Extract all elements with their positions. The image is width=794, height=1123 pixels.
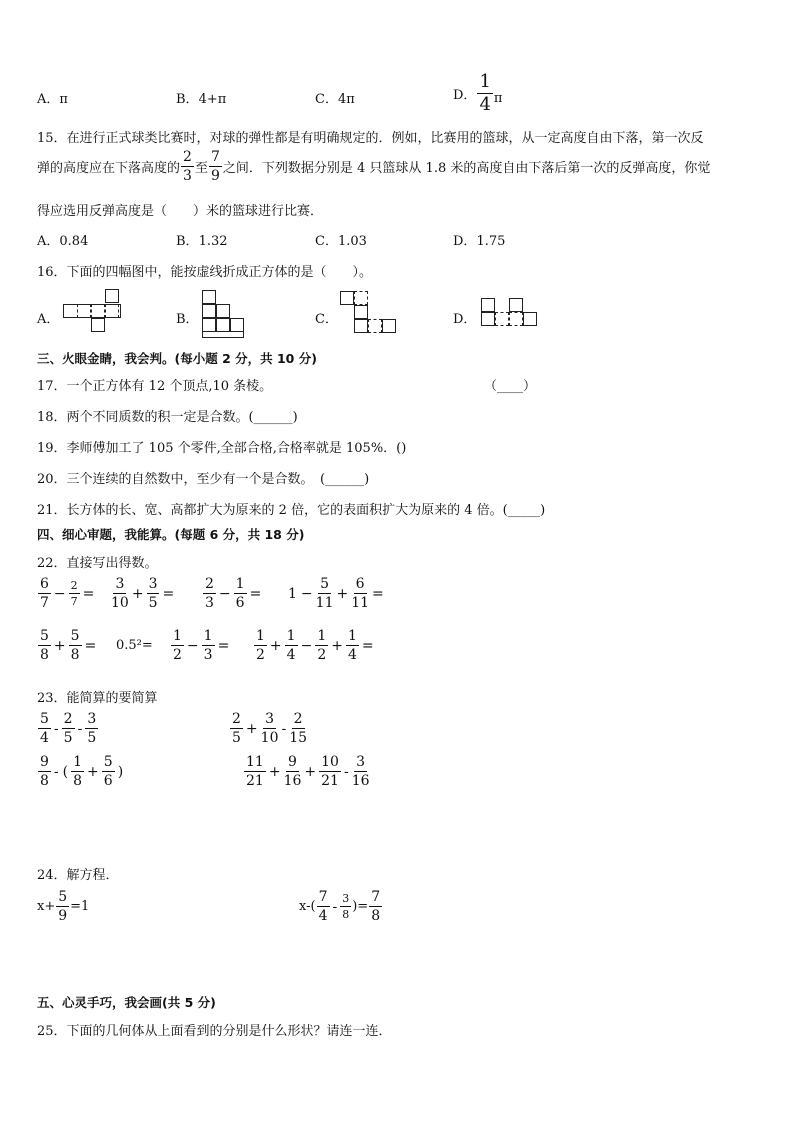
- q19-text: 19．李师傅加工了 105 个零件,全部合格,合格率就是 105%．(): [37, 441, 407, 456]
- q15-line2: 弹的高度应在下落高度的 $\frac{2}{3}$ 至 $\frac{7}{9}$ 之间．下列数据分别是 4 只篮球从 1.8 米的高度自由下落后第一次的反弹高度，你觉: [37, 149, 711, 184]
- q20-text: 20．三个连续的自然数中，至少有一个是合数。 (______): [37, 472, 370, 487]
- q24-stem: 24．解方程．: [37, 868, 119, 883]
- q22-stem: 22．直接写出得数。: [37, 556, 158, 571]
- q22-expr-3: $\frac{2}{3}$ − $\frac{1}{6}$ =: [205, 576, 262, 611]
- q22-expr-8: $\frac{1}{2}$ + $\frac{1}{4}$ − $\frac{1}{2}$ + $\frac{1}{4}$ =: [256, 628, 374, 663]
- q23-expr-1: $\frac{5}{4}$ - $\frac{2}{5}$ - $\frac{3}{5}$: [40, 711, 97, 746]
- q16-label-a: A．: [37, 312, 60, 327]
- q15-line1: 15．在进行正式球类比赛时，对球的弹性都是有明确规定的．例如，比赛用的篮球，从一定高度自由下落，第一次反: [37, 131, 704, 146]
- q23-expr-2: $\frac{2}{5}$ + $\frac{3}{10}$ - $\frac{2}{15}$: [232, 711, 308, 746]
- q14-option-b: B．4+π: [176, 92, 227, 107]
- q22-expr-6: 0.5²=: [116, 638, 153, 653]
- q16-label-c: C．: [315, 312, 338, 327]
- q23-expr-4: $\frac{11}{21}$ + $\frac{9}{16}$ + $\frac{10}{21}$ - $\frac{3}{16}$: [246, 754, 370, 789]
- q16-label-b: B．: [176, 312, 199, 327]
- q16-stem: 16．下面的四幅图中，能按虚线折成正方体的是（ ）。: [37, 265, 373, 280]
- q22-expr-4: 1 − $\frac{5}{11}$ + $\frac{6}{11}$ =: [288, 576, 384, 611]
- q17-blank: （____）: [484, 379, 537, 394]
- section-5-title: 五、心灵手巧，我会画(共 5 分): [37, 995, 216, 1010]
- q25-text: 25．下面的几何体从上面看到的分别是什么形状？请连一连．: [37, 1024, 392, 1039]
- q16-label-d: D．: [453, 312, 477, 327]
- q23-expr-3: $\frac{9}{8}$ - ( $\frac{1}{8}$ + $\frac{5}{6}$ ): [40, 754, 124, 789]
- q22-expr-1: $\frac{6}{7}$ − $\frac{2}{7}$ =: [40, 576, 95, 611]
- q14-option-a: A．π: [37, 92, 68, 107]
- q22-expr-2: $\frac{3}{10}$ + $\frac{3}{5}$ =: [111, 576, 175, 611]
- q15-line3: 得应选用反弹高度是（ ）米的篮球进行比赛．: [37, 204, 324, 219]
- q24-equation-2: x-( $\frac{7}{4}$ - $\frac{3}{8}$ )= $\frac{7}{8}$: [299, 889, 381, 924]
- q15-option-a: A．0.84: [37, 234, 89, 249]
- section-4-title: 四、细心审题，我能算。(每题 6 分，共 18 分): [37, 527, 305, 542]
- q15-option-b: B．1.32: [176, 234, 228, 249]
- q15-option-c: C．1.03: [315, 234, 367, 249]
- q24-equation-1: x+ $\frac{5}{9}$ =1: [37, 889, 90, 924]
- q23-stem: 23．能简算的要简算: [37, 691, 158, 706]
- q15-option-d: D．1.75: [453, 234, 506, 249]
- q14-option-d: D． $\frac{1}{4}$ π: [453, 71, 503, 115]
- section-3-title: 三、火眼金睛，我会判。(每小题 2 分，共 10 分): [37, 351, 317, 366]
- q22-expr-5: $\frac{5}{8}$ + $\frac{5}{8}$ =: [40, 628, 97, 663]
- q22-expr-7: $\frac{1}{2}$ − $\frac{1}{3}$ =: [173, 628, 230, 663]
- q21-text: 21．长方体的长、宽、高都扩大为原来的 2 倍，它的表面积扩大为原来的 4 倍。(_____): [37, 503, 546, 518]
- q17-text: 17．一个正方体有 12 个顶点,10 条棱。: [37, 379, 273, 394]
- q14-option-c: C．4π: [315, 92, 355, 107]
- q18-text: 18．两个不同质数的积一定是合数。(______): [37, 410, 298, 425]
